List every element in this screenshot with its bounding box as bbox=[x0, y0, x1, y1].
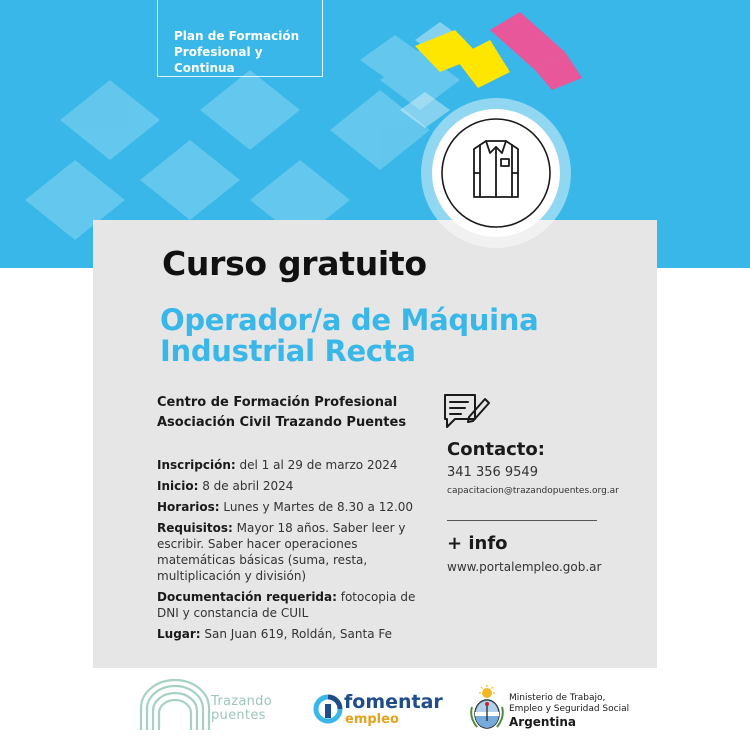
detail-text: 8 de abril 2024 bbox=[198, 479, 294, 493]
more-info-url: www.portalempleo.gob.ar bbox=[447, 560, 602, 574]
fomentar-subtitle: empleo bbox=[345, 712, 399, 727]
course-line-2: Industrial Recta bbox=[160, 334, 416, 368]
detail-text: Lunes y Martes de 8.30 a 12.00 bbox=[219, 500, 414, 514]
fomentar-logo-icon bbox=[313, 694, 343, 724]
course-line-1: Operador/a de Máquina bbox=[160, 303, 539, 337]
program-label-box bbox=[157, 0, 323, 77]
detail-text: fotocopia de DNI y constancia de CUIL bbox=[157, 590, 416, 620]
shirt-icon bbox=[420, 97, 572, 249]
ministry-line-1: Ministerio de Trabajo, bbox=[509, 693, 606, 703]
more-info-heading: + info bbox=[447, 533, 508, 554]
contact-heading: Contacto: bbox=[447, 439, 545, 460]
course-details bbox=[157, 457, 427, 647]
chat-pencil-icon bbox=[441, 391, 491, 433]
program-line-2: Profesional y Continua bbox=[174, 45, 263, 75]
fomentar-wordmark: fomentar bbox=[344, 691, 443, 713]
center-line-1: Centro de Formación Profesional bbox=[157, 395, 398, 410]
detail-registration bbox=[157, 457, 427, 473]
trazando-puentes-wordmark bbox=[211, 695, 272, 723]
detail-start bbox=[157, 478, 427, 494]
detail-text: San Juan 619, Roldán, Santa Fe bbox=[200, 627, 393, 641]
detail-requirements bbox=[157, 520, 427, 584]
contact-phone: 341 356 9549 bbox=[447, 465, 538, 480]
trazando-line-2: puentes bbox=[211, 708, 266, 723]
detail-label: Requisitos: bbox=[157, 521, 233, 535]
trazando-line-1: Trazando bbox=[211, 694, 272, 709]
detail-label: Horarios: bbox=[157, 500, 220, 514]
ministry-line-2: Empleo y Seguridad Social bbox=[509, 704, 630, 714]
training-center bbox=[157, 393, 406, 433]
detail-text: Mayor 18 años. Saber leer y escribir. Saber hacer operaciones matemáticas básicas (suma, resta, multiplicación y división) bbox=[157, 521, 406, 583]
page-title: Curso gratuito bbox=[162, 244, 427, 283]
detail-schedule bbox=[157, 499, 427, 515]
detail-label: Documentación requerida: bbox=[157, 590, 337, 604]
ministry-country: Argentina bbox=[509, 715, 576, 729]
course-name bbox=[160, 305, 538, 367]
detail-documents bbox=[157, 589, 427, 621]
detail-location bbox=[157, 626, 427, 642]
ministry-logo-text bbox=[509, 693, 629, 730]
detail-text: del 1 al 29 de marzo 2024 bbox=[235, 458, 398, 472]
detail-label: Inicio: bbox=[157, 479, 199, 493]
divider bbox=[447, 520, 597, 521]
detail-label: Inscripción: bbox=[157, 458, 236, 472]
contact-email: capacitacion@trazandopuentes.org.ar bbox=[447, 486, 619, 496]
argentina-coat-of-arms-icon bbox=[469, 685, 505, 731]
program-line-1: Plan de Formación bbox=[174, 29, 300, 43]
detail-label: Lugar: bbox=[157, 627, 201, 641]
center-line-2: Asociación Civil Trazando Puentes bbox=[157, 415, 407, 430]
